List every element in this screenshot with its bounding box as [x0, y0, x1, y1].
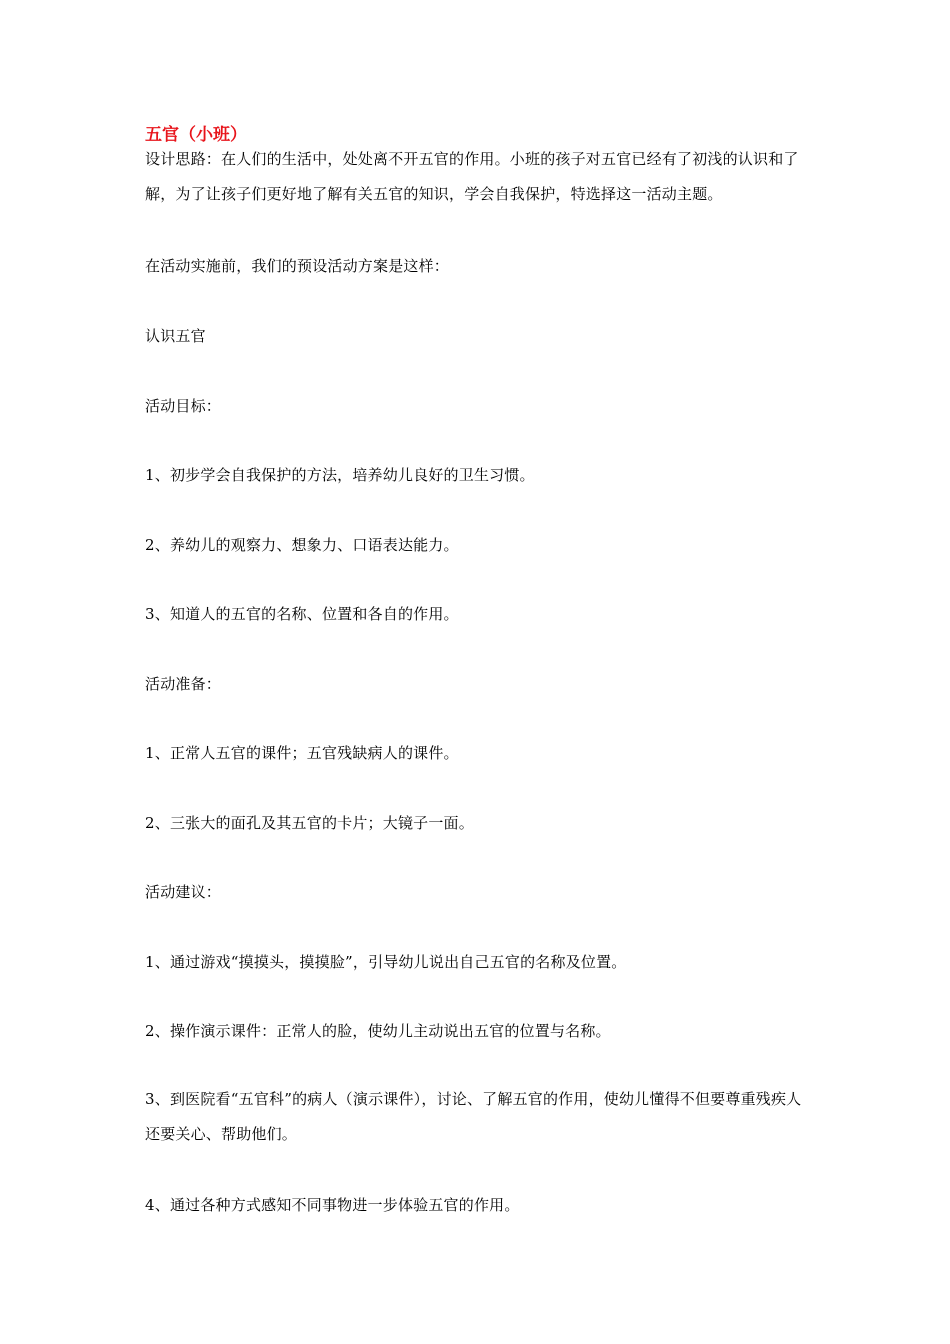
suggest-heading: 活动建议： [145, 883, 222, 901]
prep-item-1: 1、正常人五官的课件；五官残缺病人的课件。 [145, 744, 459, 762]
prep-heading: 活动准备： [145, 675, 222, 693]
suggest-item-4: 4、通过各种方式感知不同事物进一步体验五官的作用。 [145, 1196, 520, 1214]
prep-item-2: 2、三张大的面孔及其五官的卡片；大镜子一面。 [145, 814, 474, 832]
page-title: 五官（小班） [145, 125, 247, 145]
before-text: 在活动实施前，我们的预设活动方案是这样： [145, 257, 450, 275]
suggest-item-2: 2、操作演示课件：正常人的脸，使幼儿主动说出五官的位置与名称。 [145, 1022, 611, 1040]
suggest-item-1: 1、通过游戏“摸摸头，摸摸脸”，引导幼儿说出自己五官的名称及位置。 [145, 953, 627, 971]
goals-heading: 活动目标： [145, 397, 222, 415]
suggest-item-3: 3、到医院看“五官科”的病人（演示课件），讨论、了解五官的作用，使幼儿懂得不但要尊重残疾人还要关心、帮助他们。 [145, 1090, 802, 1143]
goal-item-1: 1、初步学会自我保护的方法，培养幼儿良好的卫生习惯。 [145, 466, 535, 484]
goal-item-3: 3、知道人的五官的名称、位置和各自的作用。 [145, 605, 459, 623]
intro-paragraph: 设计思路：在人们的生活中，处处离不开五官的作用。小班的孩子对五官已经有了初浅的认识和了解，为了让孩子们更好地了解有关五官的知识，学会自我保护，特选择这一活动主题。 [145, 150, 799, 203]
goal-item-2: 2、养幼儿的观察力、想象力、口语表达能力。 [145, 536, 459, 554]
subject-text: 认识五官 [145, 327, 206, 345]
